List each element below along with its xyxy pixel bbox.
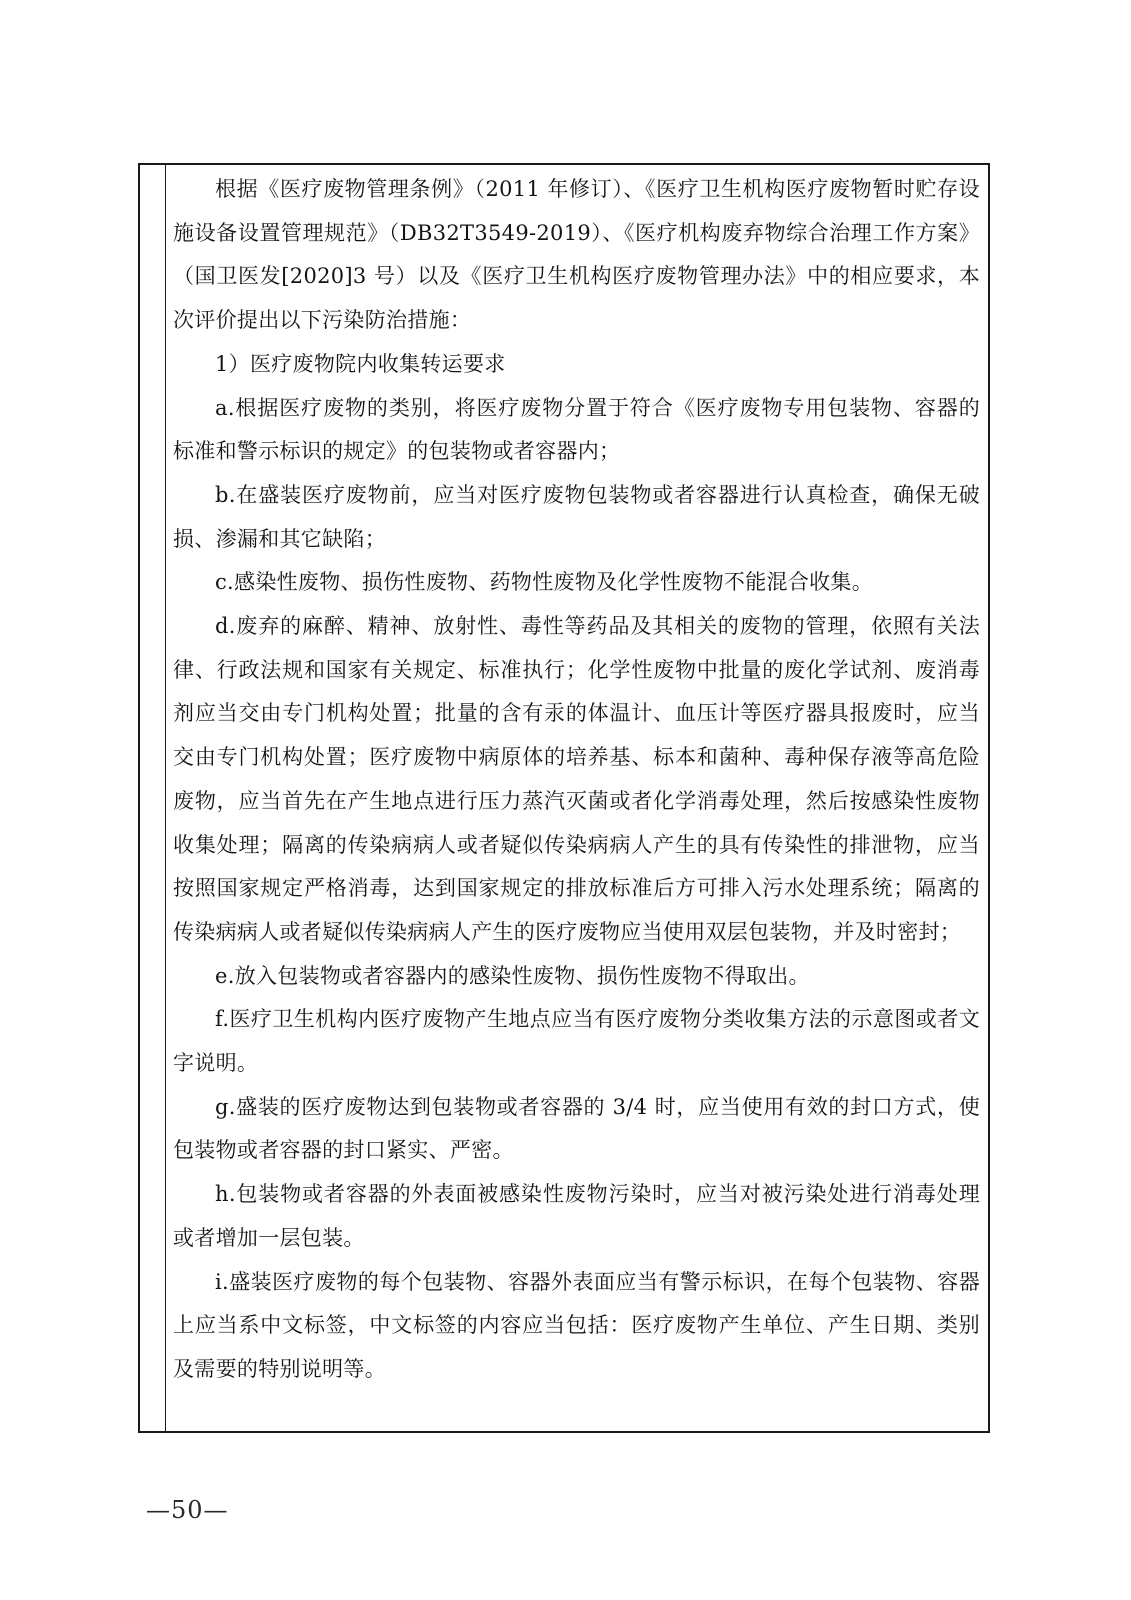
paragraph: g.盛装的医疗废物达到包装物或者容器的 3/4 时，应当使用有效的封口方式，使包装物或者容器的封口紧实、严密。 xyxy=(173,1094,980,1163)
table-left-gutter-cell xyxy=(140,165,166,1431)
page-number: —50— xyxy=(146,1496,229,1524)
paragraph: c.感染性废物、损伤性废物、药物性废物及化学性废物不能混合收集。 xyxy=(215,570,874,595)
paragraph: d.废弃的麻醉、精神、放射性、毒性等药品及其相关的废物的管理，依照有关法律、行政法规和国家有关规定、标准执行；化学性废物中批量的废化学试剂、废消毒剂应当交由专门机构处置；批量的含有汞的体温计、血压计等医疗器具报废时，应当交由专门机构处置；医疗废物中病原体的培养基、标本和菌种、毒种保存液等高危险废物，应当首先在产生地点进行压力蒸汽灭菌或者化学消毒处理，然后按感染性废物收集处理；隔离的传染病病人或者疑似传染病病人产生的具有传染性的排泄物，应当按照国家规定严格消毒，达到国家规定的排放标准后方可排入污水处理系统；隔离的传染病病人或者疑似传染病病人产生的医疗废物应当使用双层包装物，并及时密封； xyxy=(173,614,980,944)
paragraph: a.根据医疗废物的类别，将医疗废物分置于符合《医疗废物专用包装物、容器的标准和警示标识的规定》的包装物或者容器内； xyxy=(173,395,980,464)
paragraph: h.包装物或者容器的外表面被感染性废物污染时，应当对被污染处进行消毒处理或者增加一层包装。 xyxy=(173,1182,980,1250)
paragraph: 根据《医疗废物管理条例》（2011 年修订）、《医疗卫生机构医疗废物暂时贮存设施设备设置管理规范》（DB32T3549-2019）、《医疗机构废弃物综合治理工作方案》（国卫医发[2020]3 号）以及《医疗卫生机构医疗废物管理办法》中的相应要求，本次评价提出以下污染防治措施： xyxy=(173,177,980,333)
document-table xyxy=(138,163,990,1433)
paragraph: i.盛装医疗废物的每个包装物、容器外表面应当有警示标识，在每个包装物、容器上应当系中文标签，中文标签的内容应当包括：医疗废物产生单位、产生日期、类别及需要的特别说明等。 xyxy=(173,1269,980,1381)
table-content-cell xyxy=(166,165,988,1431)
paragraph: f.医疗卫生机构内医疗废物产生地点应当有医疗废物分类收集方法的示意图或者文字说明。 xyxy=(173,1007,980,1076)
paragraph: b.在盛装医疗废物前，应当对医疗废物包装物或者容器进行认真检查，确保无破损、渗漏和其它缺陷； xyxy=(173,482,980,551)
paragraph: 1）医疗废物院内收集转运要求 xyxy=(215,351,506,376)
paragraph: e.放入包装物或者容器内的感染性废物、损伤性废物不得取出。 xyxy=(215,963,810,988)
